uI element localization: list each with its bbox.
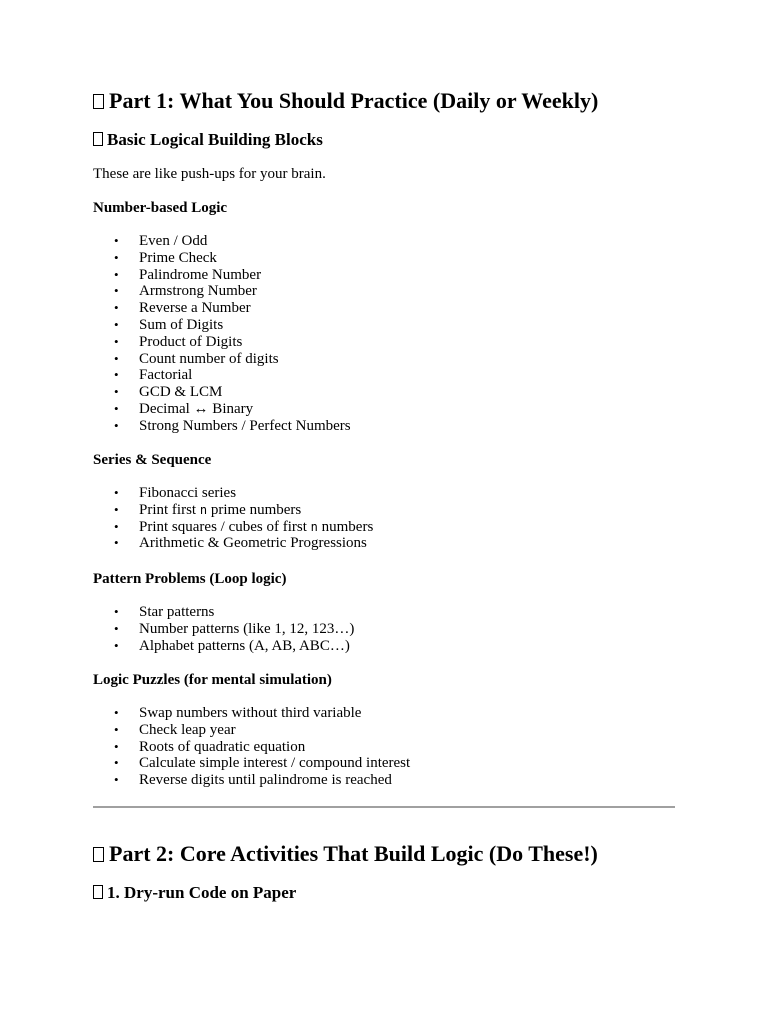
list-item: • Swap numbers without third variable [93, 705, 410, 722]
variable-n: n [310, 519, 318, 534]
list-item: • Reverse digits until palindrome is reached [93, 772, 410, 789]
list-item: • Factorial [93, 367, 351, 384]
list-item: • Product of Digits [93, 334, 351, 351]
list-item: • Print first n prime numbers [93, 502, 373, 519]
list-item: • Armstrong Number [93, 283, 351, 300]
list-item: • Number patterns (like 1, 12, 123…) [93, 621, 354, 638]
list-item: • Reverse a Number [93, 300, 351, 317]
missing-glyph-icon [93, 94, 104, 109]
list-item: • Fibonacci series [93, 485, 373, 502]
list-item: • GCD & LCM [93, 384, 351, 401]
intro-paragraph: These are like push-ups for your brain. [93, 166, 326, 182]
variable-n: n [199, 502, 208, 517]
list-item: • Print squares / cubes of first n numbers [93, 519, 373, 536]
list-item: • Strong Numbers / Perfect Numbers [93, 418, 351, 435]
missing-glyph-icon [93, 847, 104, 862]
list-item: • Count number of digits [93, 351, 351, 368]
part2-heading: Part 2: Core Activities That Build Logic (Do These!) [93, 841, 598, 867]
puzzles-heading: Logic Puzzles (for mental simulation) [93, 672, 332, 688]
puzzles-list [93, 705, 410, 789]
list-item: • Even / Odd [93, 233, 351, 250]
list-item: • Prime Check [93, 250, 351, 267]
patterns-list [93, 604, 354, 654]
number-logic-heading: Number-based Logic [93, 200, 228, 216]
series-heading: Series & Sequence [93, 452, 212, 468]
missing-glyph-icon [93, 885, 103, 899]
list-item: • Arithmetic & Geometric Progressions [93, 535, 373, 552]
part1-subheading: Basic Logical Building Blocks [93, 130, 323, 150]
list-item: • Calculate simple interest / compound interest [93, 755, 410, 772]
part1-heading: Part 1: What You Should Practice (Daily or Weekly) [93, 88, 598, 114]
list-item: • Star patterns [93, 604, 354, 621]
list-item: • Sum of Digits [93, 317, 351, 334]
list-item: • Check leap year [93, 722, 410, 739]
list-item: • Decimal ↔ Binary [93, 401, 351, 418]
list-item: • Palindrome Number [93, 267, 351, 284]
part2-subheading: 1. Dry-run Code on Paper [93, 883, 296, 903]
patterns-heading: Pattern Problems (Loop logic) [93, 571, 287, 587]
series-list [93, 485, 373, 552]
list-item: • Roots of quadratic equation [93, 739, 410, 756]
horizontal-divider [93, 806, 675, 808]
list-item: • Alphabet patterns (A, AB, ABC…) [93, 638, 354, 655]
number-logic-list [93, 233, 351, 435]
missing-glyph-icon [93, 132, 103, 146]
